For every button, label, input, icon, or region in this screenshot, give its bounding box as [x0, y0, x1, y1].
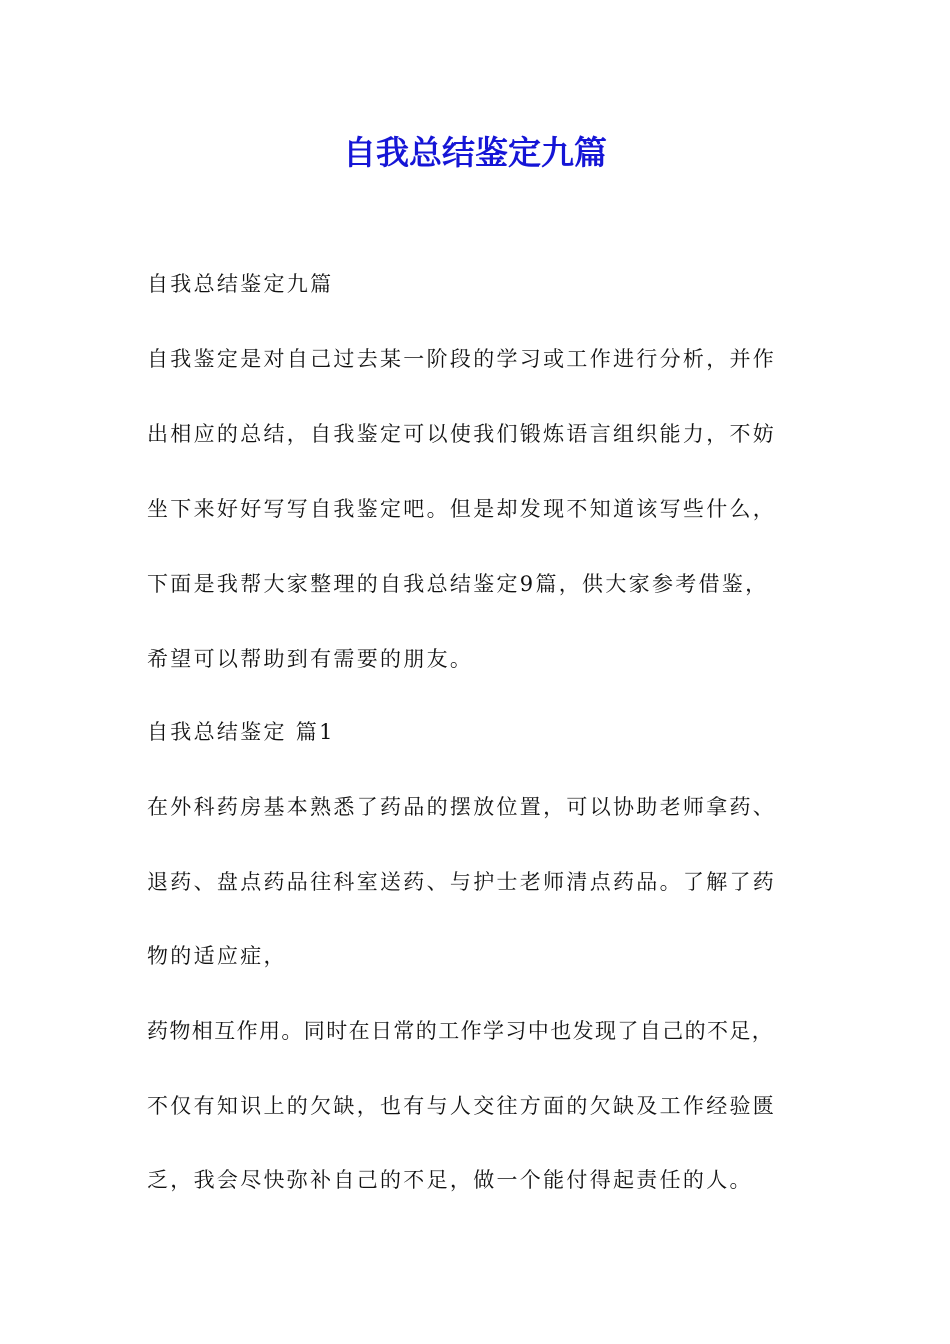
paragraph-line: 自我鉴定是对自己过去某一阶段的学习或工作进行分析，并作	[147, 347, 777, 371]
paragraph-line: 药物相互作用。同时在日常的工作学习中也发现了自己的不足，	[147, 1019, 775, 1043]
paragraph-line: 希望可以帮助到有需要的朋友。	[147, 647, 474, 671]
document-title: 自我总结鉴定九篇	[343, 133, 607, 172]
paragraph-line: 不仅有知识上的欠缺，也有与人交往方面的欠缺及工作经验匮	[147, 1094, 777, 1118]
paragraph-line: 物的适应症，	[147, 944, 287, 968]
paragraph-line: 坐下来好好写写自我鉴定吧。但是却发现不知道该写些什么，	[147, 497, 777, 521]
paragraph-line: 在外科药房基本熟悉了药品的摆放位置，可以协助老师拿药、	[147, 795, 777, 819]
paragraph-line: 出相应的总结，自我鉴定可以使我们锻炼语言组织能力，不妨	[147, 422, 777, 446]
section-heading: 自我总结鉴定 篇1	[147, 720, 335, 744]
paragraph-line: 乏，我会尽快弥补自己的不足，做一个能付得起责任的人。	[147, 1168, 753, 1192]
paragraph-line: 退药、盘点药品往科室送药、与护士老师清点药品。了解了药	[147, 870, 777, 894]
paragraph-line: 下面是我帮大家整理的自我总结鉴定9篇，供大家参考借鉴，	[147, 572, 769, 596]
paragraph-heading: 自我总结鉴定九篇	[147, 272, 334, 296]
